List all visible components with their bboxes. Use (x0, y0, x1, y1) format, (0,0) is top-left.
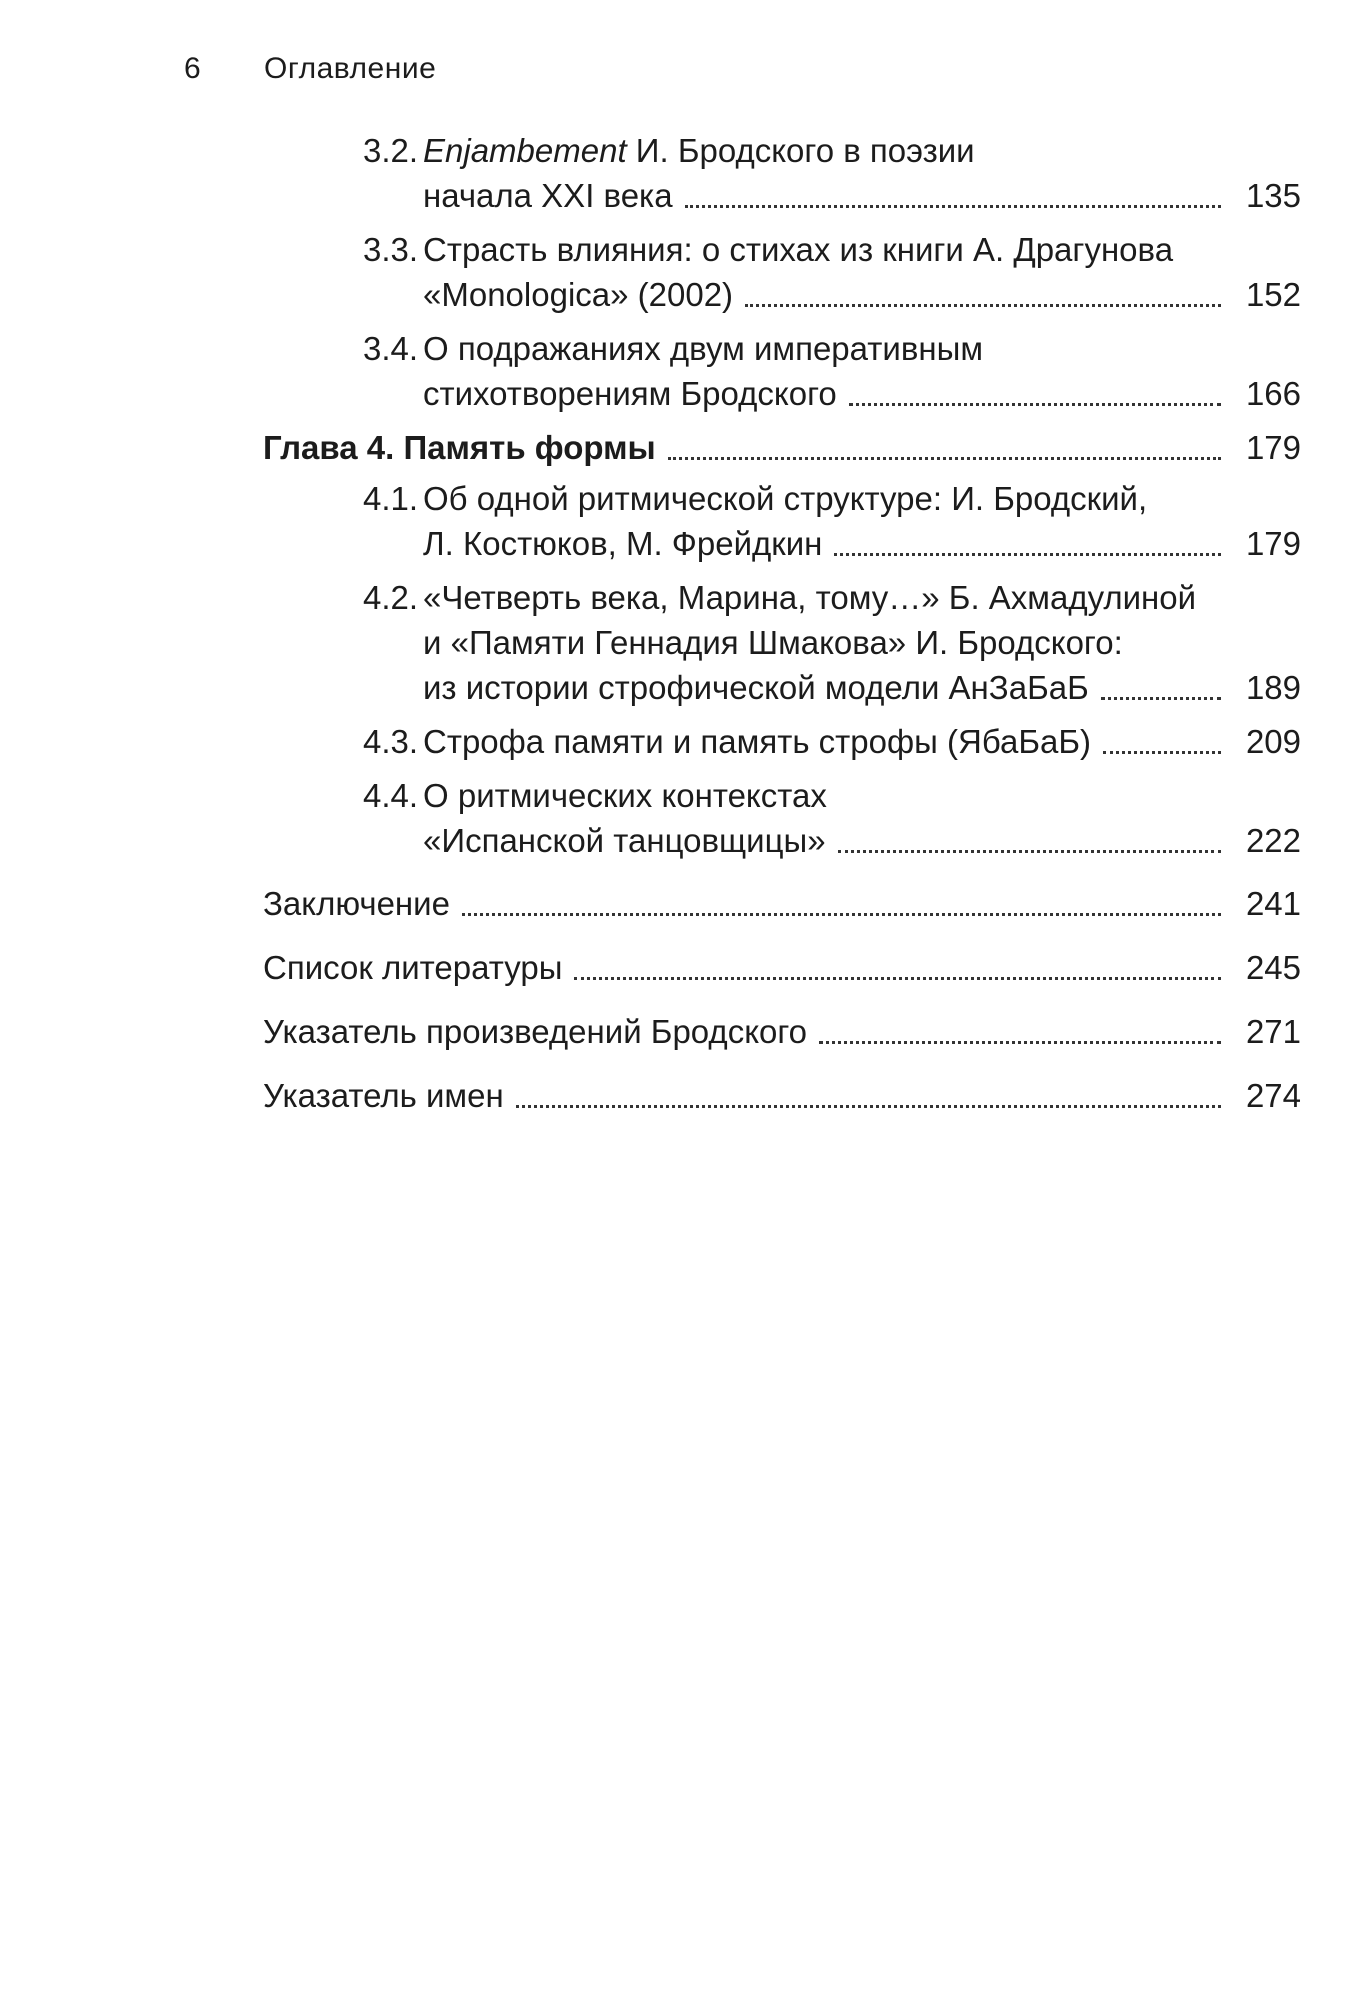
toc-entry-title: стихотворениям Бродского (423, 375, 837, 412)
dot-leader (819, 1041, 1221, 1044)
toc-entry (263, 1009, 1301, 1054)
page-number: 6 (184, 52, 202, 85)
toc-entry-page: 166 (1245, 375, 1301, 412)
toc-entry (263, 773, 1301, 863)
toc-entry-title: Указатель произведений Бродского (263, 1013, 808, 1050)
toc-entry-number: 4.4. (363, 777, 419, 814)
toc-entry (263, 1073, 1301, 1118)
toc-entry-number: 4.2. (363, 579, 419, 616)
toc-entry-number: 3.2. (363, 132, 419, 169)
toc-entry (263, 476, 1301, 566)
running-head (184, 52, 436, 86)
toc-entry-page: 271 (1245, 1013, 1301, 1050)
toc-entry-title: Строфа памяти и память строфы (ЯбаБаБ) (423, 723, 1092, 760)
toc-entry-title: Заключение (263, 885, 450, 922)
toc-entry-number: 4.1. (363, 480, 419, 517)
toc-entry-title: из истории строфической модели АнЗаБаБ (423, 669, 1089, 706)
toc-entry-number: 3.4. (363, 330, 419, 367)
dot-leader (462, 913, 1221, 916)
toc-entry-page: 274 (1245, 1077, 1301, 1114)
toc-entry-page: 245 (1245, 949, 1301, 986)
toc-entry-title-line: и «Памяти Геннадия Шмакова» И. Бродского: (423, 624, 1123, 661)
toc-entry-page: 209 (1245, 723, 1301, 760)
dot-leader (668, 457, 1221, 460)
toc-entry (263, 425, 1301, 470)
toc-entry-title: «Monologica» (2002) (423, 276, 734, 313)
toc-entry-title: Указатель имен (263, 1077, 504, 1114)
dot-leader (1103, 751, 1221, 754)
dot-leader (745, 304, 1221, 307)
dot-leader (516, 1105, 1221, 1108)
toc-entry-page: 179 (1245, 429, 1301, 466)
dot-leader (574, 977, 1221, 980)
toc-entry-italic-term: Enjambement (423, 132, 627, 169)
toc-entry-number: 3.3. (363, 231, 419, 268)
toc-entry (263, 128, 1301, 218)
toc-entry-number: 4.3. (363, 723, 419, 760)
toc-entry-title: начала XXI века (423, 177, 673, 214)
toc-entry-title: Л. Костюков, М. Фрейдкин (423, 525, 823, 562)
dot-leader (685, 205, 1221, 208)
toc-entry-title-line: Об одной ритмической структуре: И. Бродский, (423, 480, 1148, 517)
toc-entry-title-line: О подражаниях двум императивным (423, 330, 984, 367)
toc-entry-title-line: Страсть влияния: о стихах из книги А. Драгунова (423, 231, 1174, 268)
toc-entry-title: Глава 4. Память формы (263, 429, 656, 466)
toc-entry (263, 575, 1301, 710)
toc-entry-page: 189 (1245, 669, 1301, 706)
toc-entry-title: «Испанской танцовщицы» (423, 822, 826, 859)
toc-entry (263, 719, 1301, 764)
table-of-contents (263, 128, 1301, 1137)
toc-entry-title-line: «Четверть века, Марина, тому…» Б. Ахмадулиной (423, 579, 1197, 616)
dot-leader (1101, 697, 1221, 700)
dot-leader (834, 553, 1221, 556)
toc-entry-page: 152 (1245, 276, 1301, 313)
toc-entry (263, 881, 1301, 926)
toc-entry-page: 179 (1245, 525, 1301, 562)
toc-entry-page: 241 (1245, 885, 1301, 922)
dot-leader (838, 850, 1221, 853)
toc-entry-title-rest: И. Бродского в поэзии (626, 132, 975, 169)
running-title: Оглавление (264, 52, 437, 85)
dot-leader (849, 403, 1221, 406)
toc-entry-page: 135 (1245, 177, 1301, 214)
toc-entry (263, 227, 1301, 317)
toc-entry-title-line (423, 128, 1301, 173)
toc-entry (263, 326, 1301, 416)
toc-entry-title-line: О ритмических контекстах (423, 777, 827, 814)
toc-entry (263, 945, 1301, 990)
toc-entry-page: 222 (1245, 822, 1301, 859)
toc-entry-title: Список литературы (263, 949, 563, 986)
